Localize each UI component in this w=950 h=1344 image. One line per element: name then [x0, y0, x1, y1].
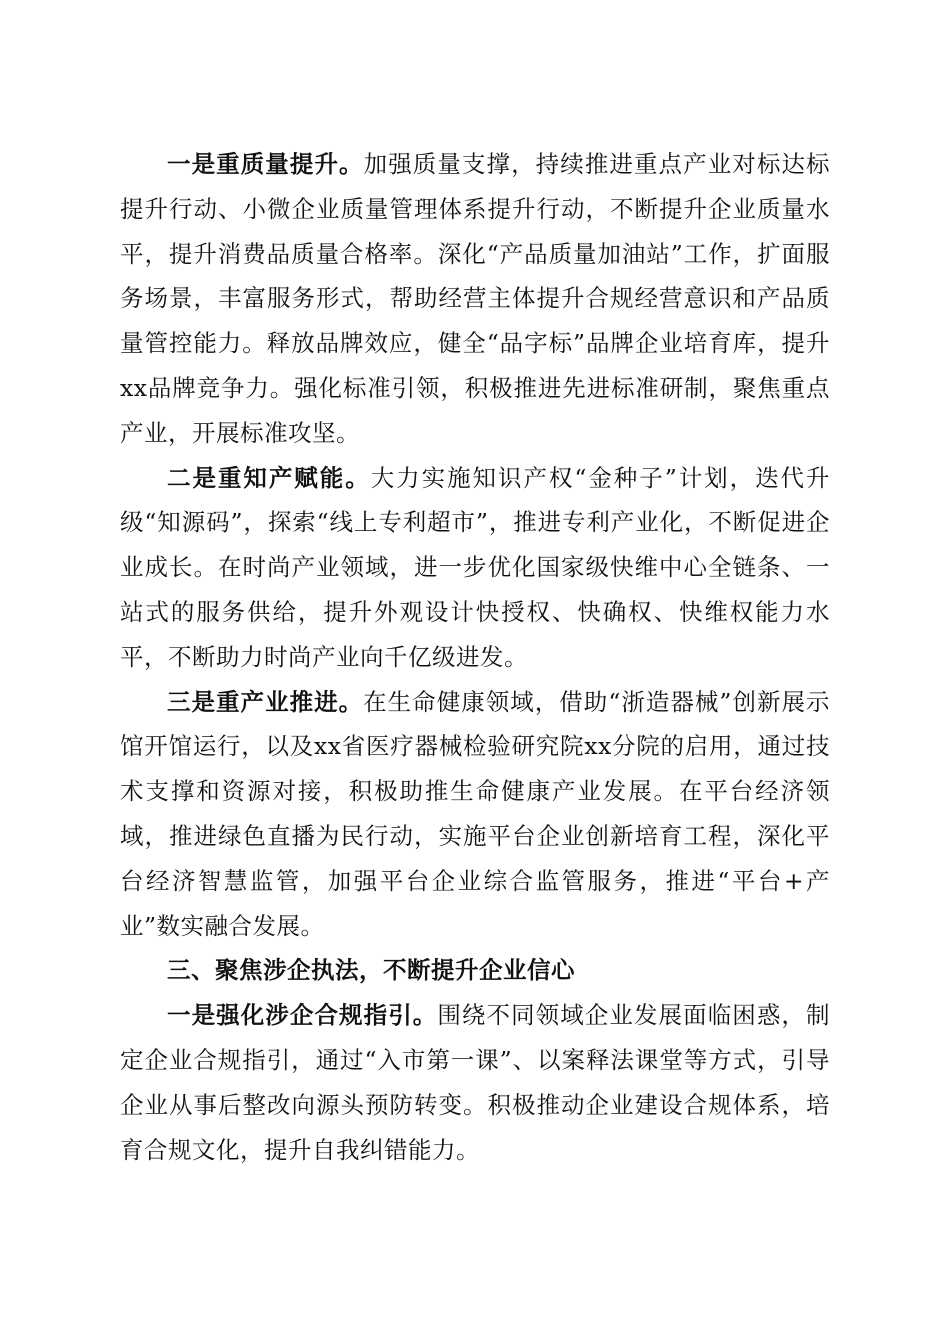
paragraph-body: 围绕不同领域企业发展面临困惑，制定企业合规指引，通过“入市第一课”、以案释法课堂等方式，引导企业从事后整改向源头预防转变。积极推动企业建设合规体系，培育合规文化，提升自我纠错能力。	[120, 1001, 831, 1164]
paragraph-lead: 一是重质量提升。	[167, 150, 364, 178]
paragraph-lead: 三是重产业推进。	[167, 687, 364, 716]
document-body	[120, 142, 830, 1172]
paragraph-ip	[120, 456, 830, 680]
section-heading: 三、聚焦涉企执法，不断提升企业信心	[167, 956, 575, 985]
paragraph-quality	[120, 142, 830, 456]
paragraph-body: 在生命健康领域，借助“浙造器械”创新展示馆开馆运行，以及xx省医疗器械检验研究院xx分院的启用，通过技术支撑和资源对接，积极助推生命健康产业发展。在平台经济领域，推进绿色直播为民行动，实施平台企业创新培育工程，深化平台经济智慧监管，加强平台企业综合监管服务，推进“平台+产业”数实融合发展。	[120, 687, 830, 940]
paragraph-body: 加强质量支撑，持续推进重点产业对标达标提升行动、小微企业质量管理体系提升行动，不断提升企业质量水平，提升消费品质量合格率。深化“产品质量加油站”工作，扩面服务场景，丰富服务形式，帮助经营主体提升合规经营意识和产品质量管控能力。释放品牌效应，健全“品字标”品牌企业培育库，提升xx品牌竞争力。强化标准引领，积极推进先进标准研制，聚焦重点产业，开展标准攻坚。	[120, 150, 831, 447]
paragraph-compliance	[120, 993, 830, 1172]
paragraph-lead: 二是重知产赋能。	[167, 463, 371, 492]
paragraph-lead: 一是强化涉企合规指引。	[167, 1001, 438, 1030]
paragraph-industry	[120, 680, 830, 949]
paragraph-body: 大力实施知识产权“金种子”计划，迭代升级“知源码”，探索“线上专利超市”，推进专利产业化，不断促进企业成长。在时尚产业领域，进一步优化国家级快维中心全链条、一站式的服务供给，提升外观设计快授权、快确权、快维权能力水平，不断助力时尚产业向千亿级进发。	[120, 463, 831, 671]
